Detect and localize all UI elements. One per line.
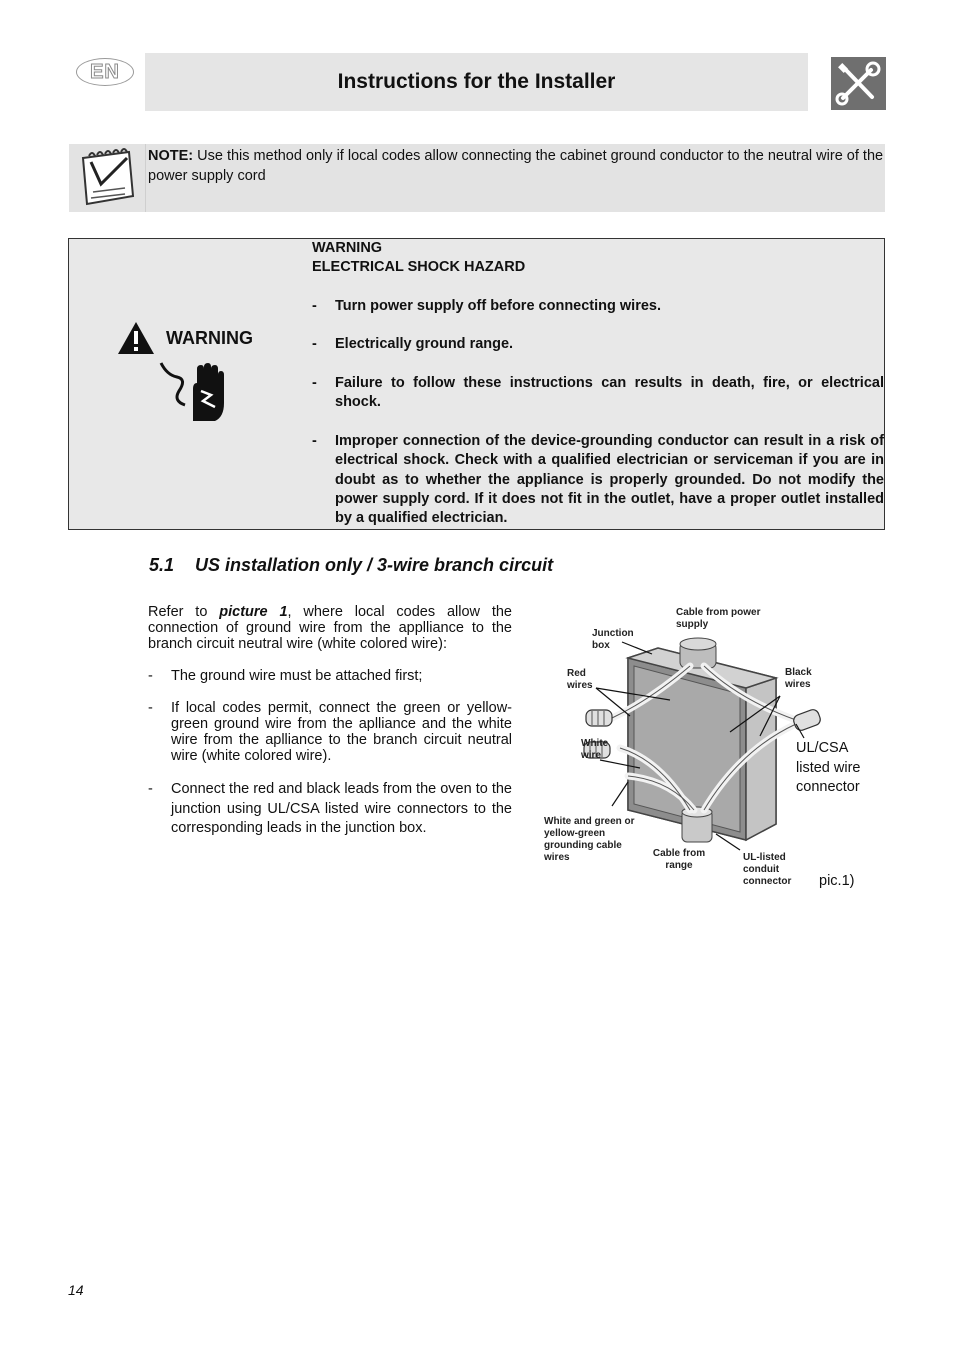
- section-number: 5.1: [149, 555, 175, 575]
- warning-subheading: ELECTRICAL SHOCK HAZARD: [312, 259, 526, 276]
- language-badge: EN: [76, 58, 134, 86]
- electric-shock-hand-icon: [157, 361, 227, 430]
- label-white-green-wires: White and green or yellow-green grounding cable wires: [544, 816, 635, 863]
- label-cable-from-supply: Cable from power supply: [676, 607, 761, 630]
- notepad-icon: [69, 144, 146, 212]
- note-text: [148, 146, 884, 186]
- label-red-wires: Red wires: [567, 668, 593, 691]
- header-bar: [145, 53, 808, 111]
- label-cable-from-range: Cable from range: [652, 848, 706, 871]
- warning-item: - Electrically ground range.: [312, 336, 514, 353]
- bullet-item: - If local codes permit, connect the green or yellow-green ground wire from the aplliance and the white wire from the aplliance to the branch circuit neutral wire (white colored wire).: [148, 700, 512, 764]
- label-black-wires: Black wires: [785, 667, 812, 690]
- note-body: Use this method only if local codes allow connecting the cabinet ground conductor to the neutral wire of the power supply cord: [148, 148, 884, 184]
- page-number: 14: [68, 1282, 84, 1298]
- warning-item: - Turn power supply off before connecting wires.: [312, 297, 662, 314]
- junction-box-diagram: [540, 600, 870, 900]
- figure-caption: pic.1): [819, 873, 855, 889]
- note-label: NOTE:: [148, 148, 194, 164]
- section-title: US installation only / 3-wire branch circuit: [195, 555, 554, 575]
- warning-heading: WARNING: [312, 240, 383, 256]
- section-heading: [149, 555, 553, 576]
- warning-content: [312, 239, 884, 528]
- warning-item: - Failure to follow these instructions can results in death, fire, or electrical shock.: [312, 375, 884, 411]
- bullet-item: - The ground wire must be attached first;: [148, 668, 423, 684]
- warning-box: [68, 238, 885, 530]
- bullet-item: - Connect the red and black leads from the oven to the junction using UL/CSA listed wire connectors to the corresponding leads in the junction box.: [148, 781, 512, 836]
- body-text: [148, 604, 512, 839]
- tools-icon: [831, 57, 886, 110]
- warning-item: - Improper connection of the device-grounding conductor can result in a risk of electrical shock. Check with a qualified electrician or serviceman if you are in doubt as to whether the appliance is properly grounded. Do not modify the power supply cord. If it does not fit in the outlet, have a proper outlet installed by a qualified electrician.: [312, 432, 884, 527]
- label-ul-conduit: UL-listed conduit connector: [743, 852, 792, 887]
- warning-triangle-icon: [117, 321, 155, 360]
- label-ul-csa-connector: UL/CSA listed wire connector: [796, 740, 861, 795]
- warning-label: WARNING: [166, 328, 253, 348]
- intro-paragraph: Refer to picture 1, where local codes allow the connection of ground wire from the applliance to the branch circuit neutral wire (white colored wire):: [148, 604, 512, 652]
- page-title: Instructions for the Installer: [337, 70, 616, 93]
- note-box: [69, 144, 885, 212]
- label-white-wire: White wire: [581, 738, 609, 761]
- picture-reference: picture 1: [219, 604, 288, 620]
- label-junction-box: Junction box: [592, 628, 634, 651]
